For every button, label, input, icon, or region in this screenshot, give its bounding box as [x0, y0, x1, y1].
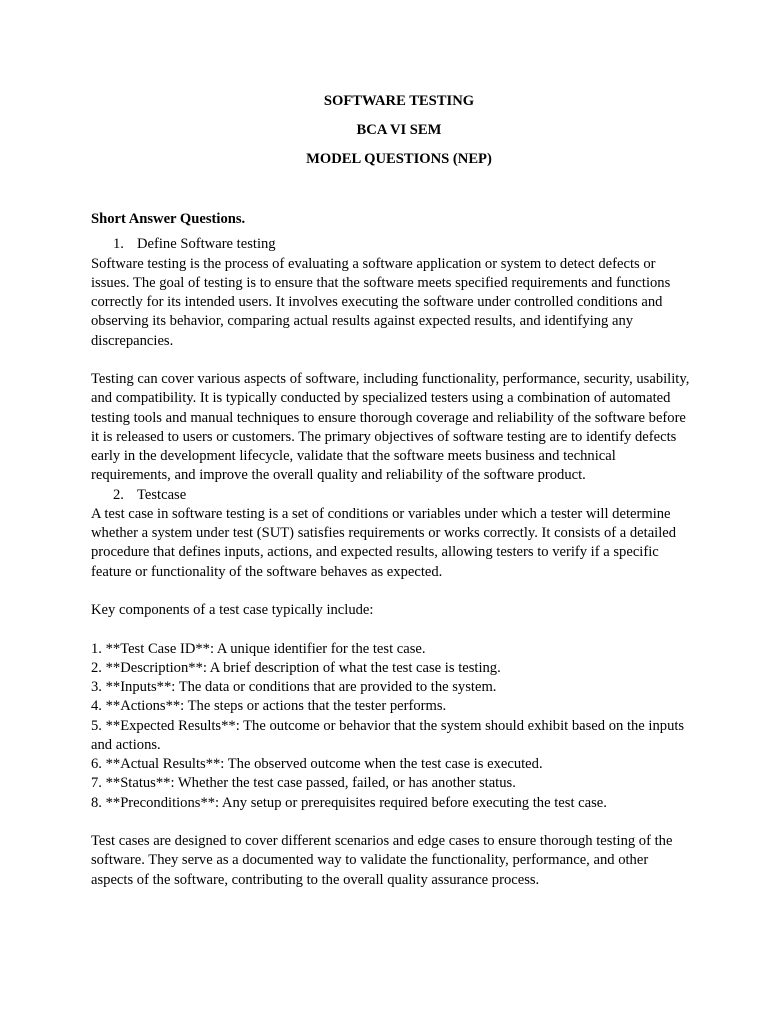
closing-paragraph: Test cases are designed to cover different scenarios and edge cases to ensure thorough testing of the software. They serve as a documented way to validate the functionality, performance, and other aspects of the software, contributing to the overall quality assurance process. — [91, 833, 673, 888]
list-item: 8. **Preconditions**: Any setup or prerequisites required before executing the test case. — [91, 794, 607, 811]
list-item: 2. **Description**: A brief description of what the test case is testing. — [91, 659, 501, 676]
document-subtitle-type: MODEL QUESTIONS (NEP) — [306, 151, 492, 167]
list-item: 7. **Status**: Whether the test case passed, failed, or has another status. — [91, 775, 516, 792]
section-heading: Short Answer Questions. — [91, 211, 246, 227]
question-1-title: Define Software testing — [137, 236, 276, 253]
paragraph-gap — [91, 582, 691, 601]
document-title: SOFTWARE TESTING — [323, 93, 475, 109]
list-item: 6. **Actual Results**: The observed outcome when the test case is executed. — [91, 756, 543, 772]
question-1-paragraph-1: Software testing is the process of evaluating a software application or system to detect defects or issues. The goal of testing is to ensure that the software meets specified requirements and functions correctly for its intended users. It involves executing the software under controlled conditions and observing its behavior, comparing actual results against expected results, and identifying any discrepancies. — [91, 255, 671, 349]
question-1-number: 1. — [113, 236, 124, 253]
list-item: 4. **Actions**: The steps or actions that the tester performs. — [91, 698, 447, 715]
question-2-number: 2. — [113, 486, 124, 503]
paragraph-gap — [91, 620, 691, 639]
question-2-heading — [91, 486, 691, 505]
question-1-heading — [91, 235, 691, 254]
document-subtitle-semester: BCA VI SEM — [356, 122, 442, 138]
list-item: 5. **Expected Results**: The outcome or behavior that the system should exhibit based on the inputs and actions. — [91, 717, 685, 753]
paragraph-gap — [91, 351, 691, 370]
document-page — [91, 92, 691, 890]
list-item: 3. **Inputs**: The data or conditions that are provided to the system. — [91, 679, 497, 695]
components-list — [91, 640, 691, 813]
question-1-paragraph-2: Testing can cover various aspects of software, including functionality, performance, security, usability, and compatibility. It is typically conducted by specialized testers using a combination of automated testing tools and manual techniques to ensure thorough coverage and reliability of the software before it is released to users or customers. The primary objectives of software testing are to identify defects early in the development lifecycle, validate that the software meets business and technical requirements, and improve the overall quality and reliability of the software product. — [91, 371, 690, 484]
question-2-title: Testcase — [137, 486, 187, 503]
components-intro: Key components of a test case typically include: — [91, 602, 374, 618]
question-2-paragraph-1: A test case in software testing is a set of conditions or variables under which a tester will determine whether a system under test (SUT) satisfies requirements or works correctly. It consists of a detailed procedure that defines inputs, actions, and expected results, allowing testers to verify if a specific feature or functionality of the software behaves as expected. — [91, 505, 677, 580]
paragraph-gap — [91, 813, 691, 832]
list-item: 1. **Test Case ID**: A unique identifier for the test case. — [91, 640, 426, 657]
